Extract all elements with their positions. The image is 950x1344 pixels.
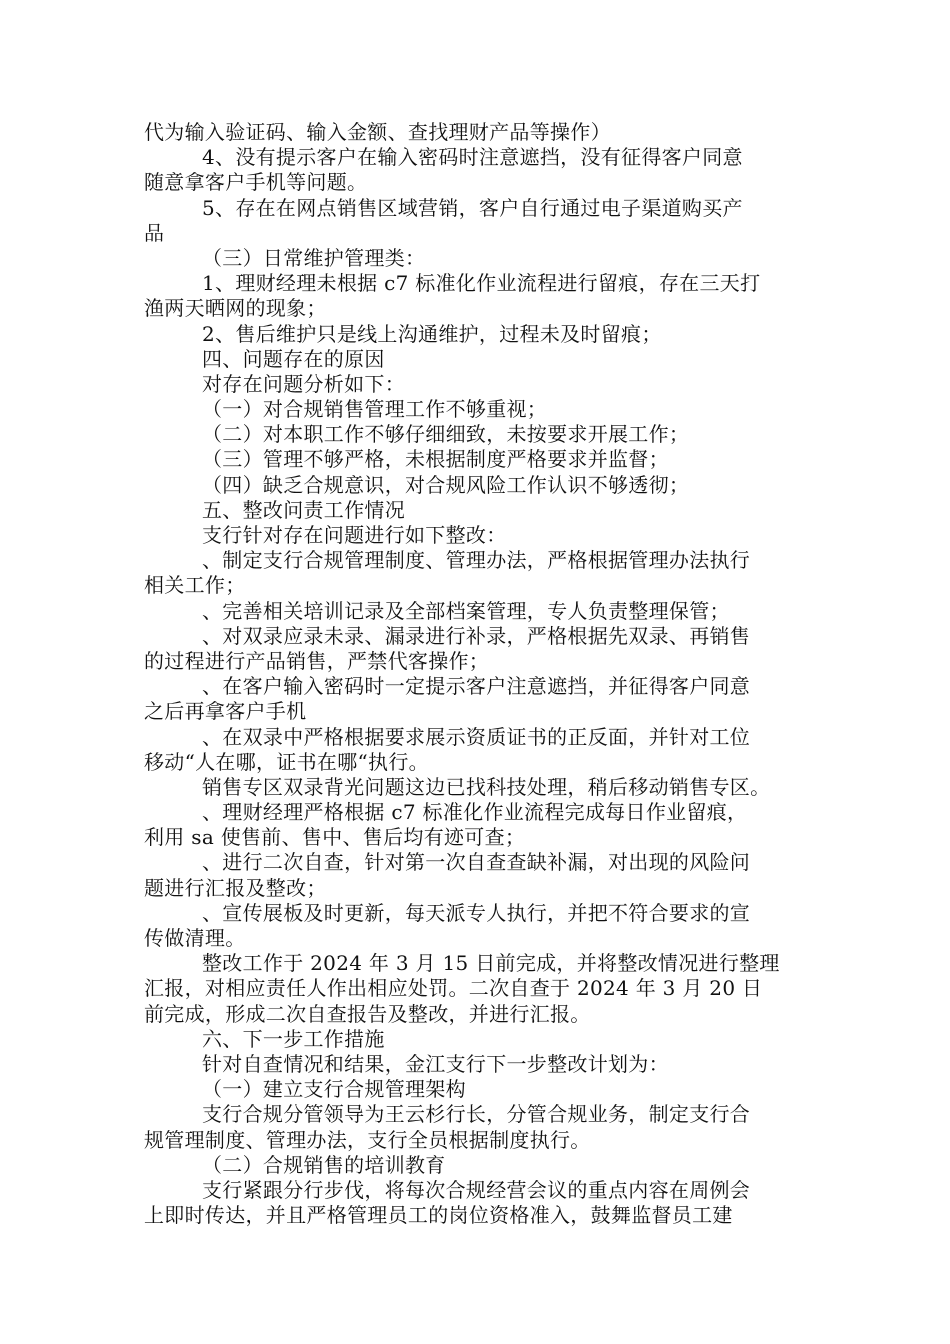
paragraph-line: 对存在问题分析如下： <box>202 371 405 396</box>
paragraph-line: 整改工作于 2024 年 3 月 15 日前完成，并将整改情况进行整理 <box>202 951 780 976</box>
paragraph-line: 传做清理。 <box>144 926 246 950</box>
paragraph-line: （一）对合规销售管理工作不够重视； <box>202 397 548 422</box>
paragraph-line: 、进行二次自查，针对第一次自查查缺补漏，对出现的风险问 <box>202 850 751 875</box>
paragraph-line: 5、存在在网点销售区域营销，客户自行通过电子渠道购买产 <box>202 195 743 220</box>
paragraph-line: 销售专区双录背光问题这边已找科技处理，稍后移动销售专区。 <box>202 774 771 799</box>
paragraph-line: （二）对本职工作不够仔细细致，未按要求开展工作； <box>202 422 690 447</box>
paragraph-line: 针对自查情况和结果，金江支行下一步整改计划为： <box>202 1051 669 1076</box>
paragraph-line: 的过程进行产品销售，严禁代客操作； <box>144 648 490 673</box>
paragraph-line: 、在客户输入密码时一定提示客户注意遮挡，并征得客户同意 <box>202 674 751 699</box>
paragraph-line: （一）建立支行合规管理架构 <box>202 1077 466 1102</box>
paragraph-line: 1、理财经理未根据 c7 标准化作业流程进行留痕，存在三天打 <box>202 271 761 296</box>
paragraph-line: （二）合规销售的培训教育 <box>202 1152 446 1177</box>
paragraph-line: 、对双录应录未录、漏录进行补录，严格根据先双录、再销售 <box>202 623 751 648</box>
paragraph-line: 、完善相关培训记录及全部档案管理，专人负责整理保管； <box>202 598 730 623</box>
paragraph-line: 、理财经理严格根据 c7 标准化作业流程完成每日作业留痕， <box>202 800 748 825</box>
paragraph-line: （四）缺乏合规意识，对合规风险工作认识不够透彻； <box>202 472 690 497</box>
paragraph-line: 、在双录中严格根据要求展示资质证书的正反面，并针对工位 <box>202 724 751 749</box>
paragraph-line: （三）日常维护管理类： <box>202 245 426 270</box>
paragraph-line: 渔两天晒网的现象； <box>144 296 327 321</box>
document-body <box>144 120 824 1228</box>
paragraph-line: 代为输入验证码、输入金额、查找理财产品等操作） <box>144 120 611 144</box>
paragraph-line: 四、问题存在的原因 <box>202 346 385 371</box>
paragraph-line: 支行紧跟分行步伐，将每次合规经营会议的重点内容在周例会 <box>202 1177 751 1202</box>
paragraph-line: 利用 sa 使售前、售中、售后均有迹可查； <box>144 825 526 850</box>
paragraph-line: 随意拿客户手机等问题。 <box>144 170 368 195</box>
paragraph-line: 2、售后维护只是线上沟通维护，过程未及时留痕； <box>202 321 662 346</box>
paragraph-line: 题进行汇报及整改； <box>144 875 327 900</box>
paragraph-line: 支行针对存在问题进行如下整改： <box>202 523 507 547</box>
paragraph-line: 支行合规分管领导为王云杉行长，分管合规业务，制定支行合 <box>202 1102 751 1127</box>
paragraph-line: 上即时传达，并且严格管理员工的岗位资格准入，鼓舞监督员工建 <box>144 1203 733 1228</box>
paragraph-line: 相关工作； <box>144 573 246 598</box>
paragraph-line: 六、下一步工作措施 <box>202 1026 385 1051</box>
paragraph-line: 移动“人在哪，证书在哪“执行。 <box>144 749 429 774</box>
paragraph-line: 五、整改问责工作情况 <box>202 497 405 522</box>
paragraph-line: 4、没有提示客户在输入密码时注意遮挡，没有征得客户同意 <box>202 145 743 170</box>
paragraph-line: 汇报，对相应责任人作出相应处罚。二次自查于 2024 年 3 月 20 日 <box>144 976 763 1001</box>
paragraph-line: （三）管理不够严格，未根据制度严格要求并监督； <box>202 447 669 472</box>
paragraph-line: 、宣传展板及时更新，每天派专人执行，并把不符合要求的宣 <box>202 900 751 925</box>
paragraph-line: 品 <box>144 220 165 245</box>
paragraph-line: 、制定支行合规管理制度、管理办法，严格根据管理办法执行 <box>202 548 751 573</box>
paragraph-line: 前完成，形成二次自查报告及整改，并进行汇报。 <box>144 1001 591 1026</box>
paragraph-line: 规管理制度、管理办法，支行全员根据制度执行。 <box>144 1127 591 1152</box>
paragraph-line: 之后再拿客户手机 <box>144 699 307 724</box>
